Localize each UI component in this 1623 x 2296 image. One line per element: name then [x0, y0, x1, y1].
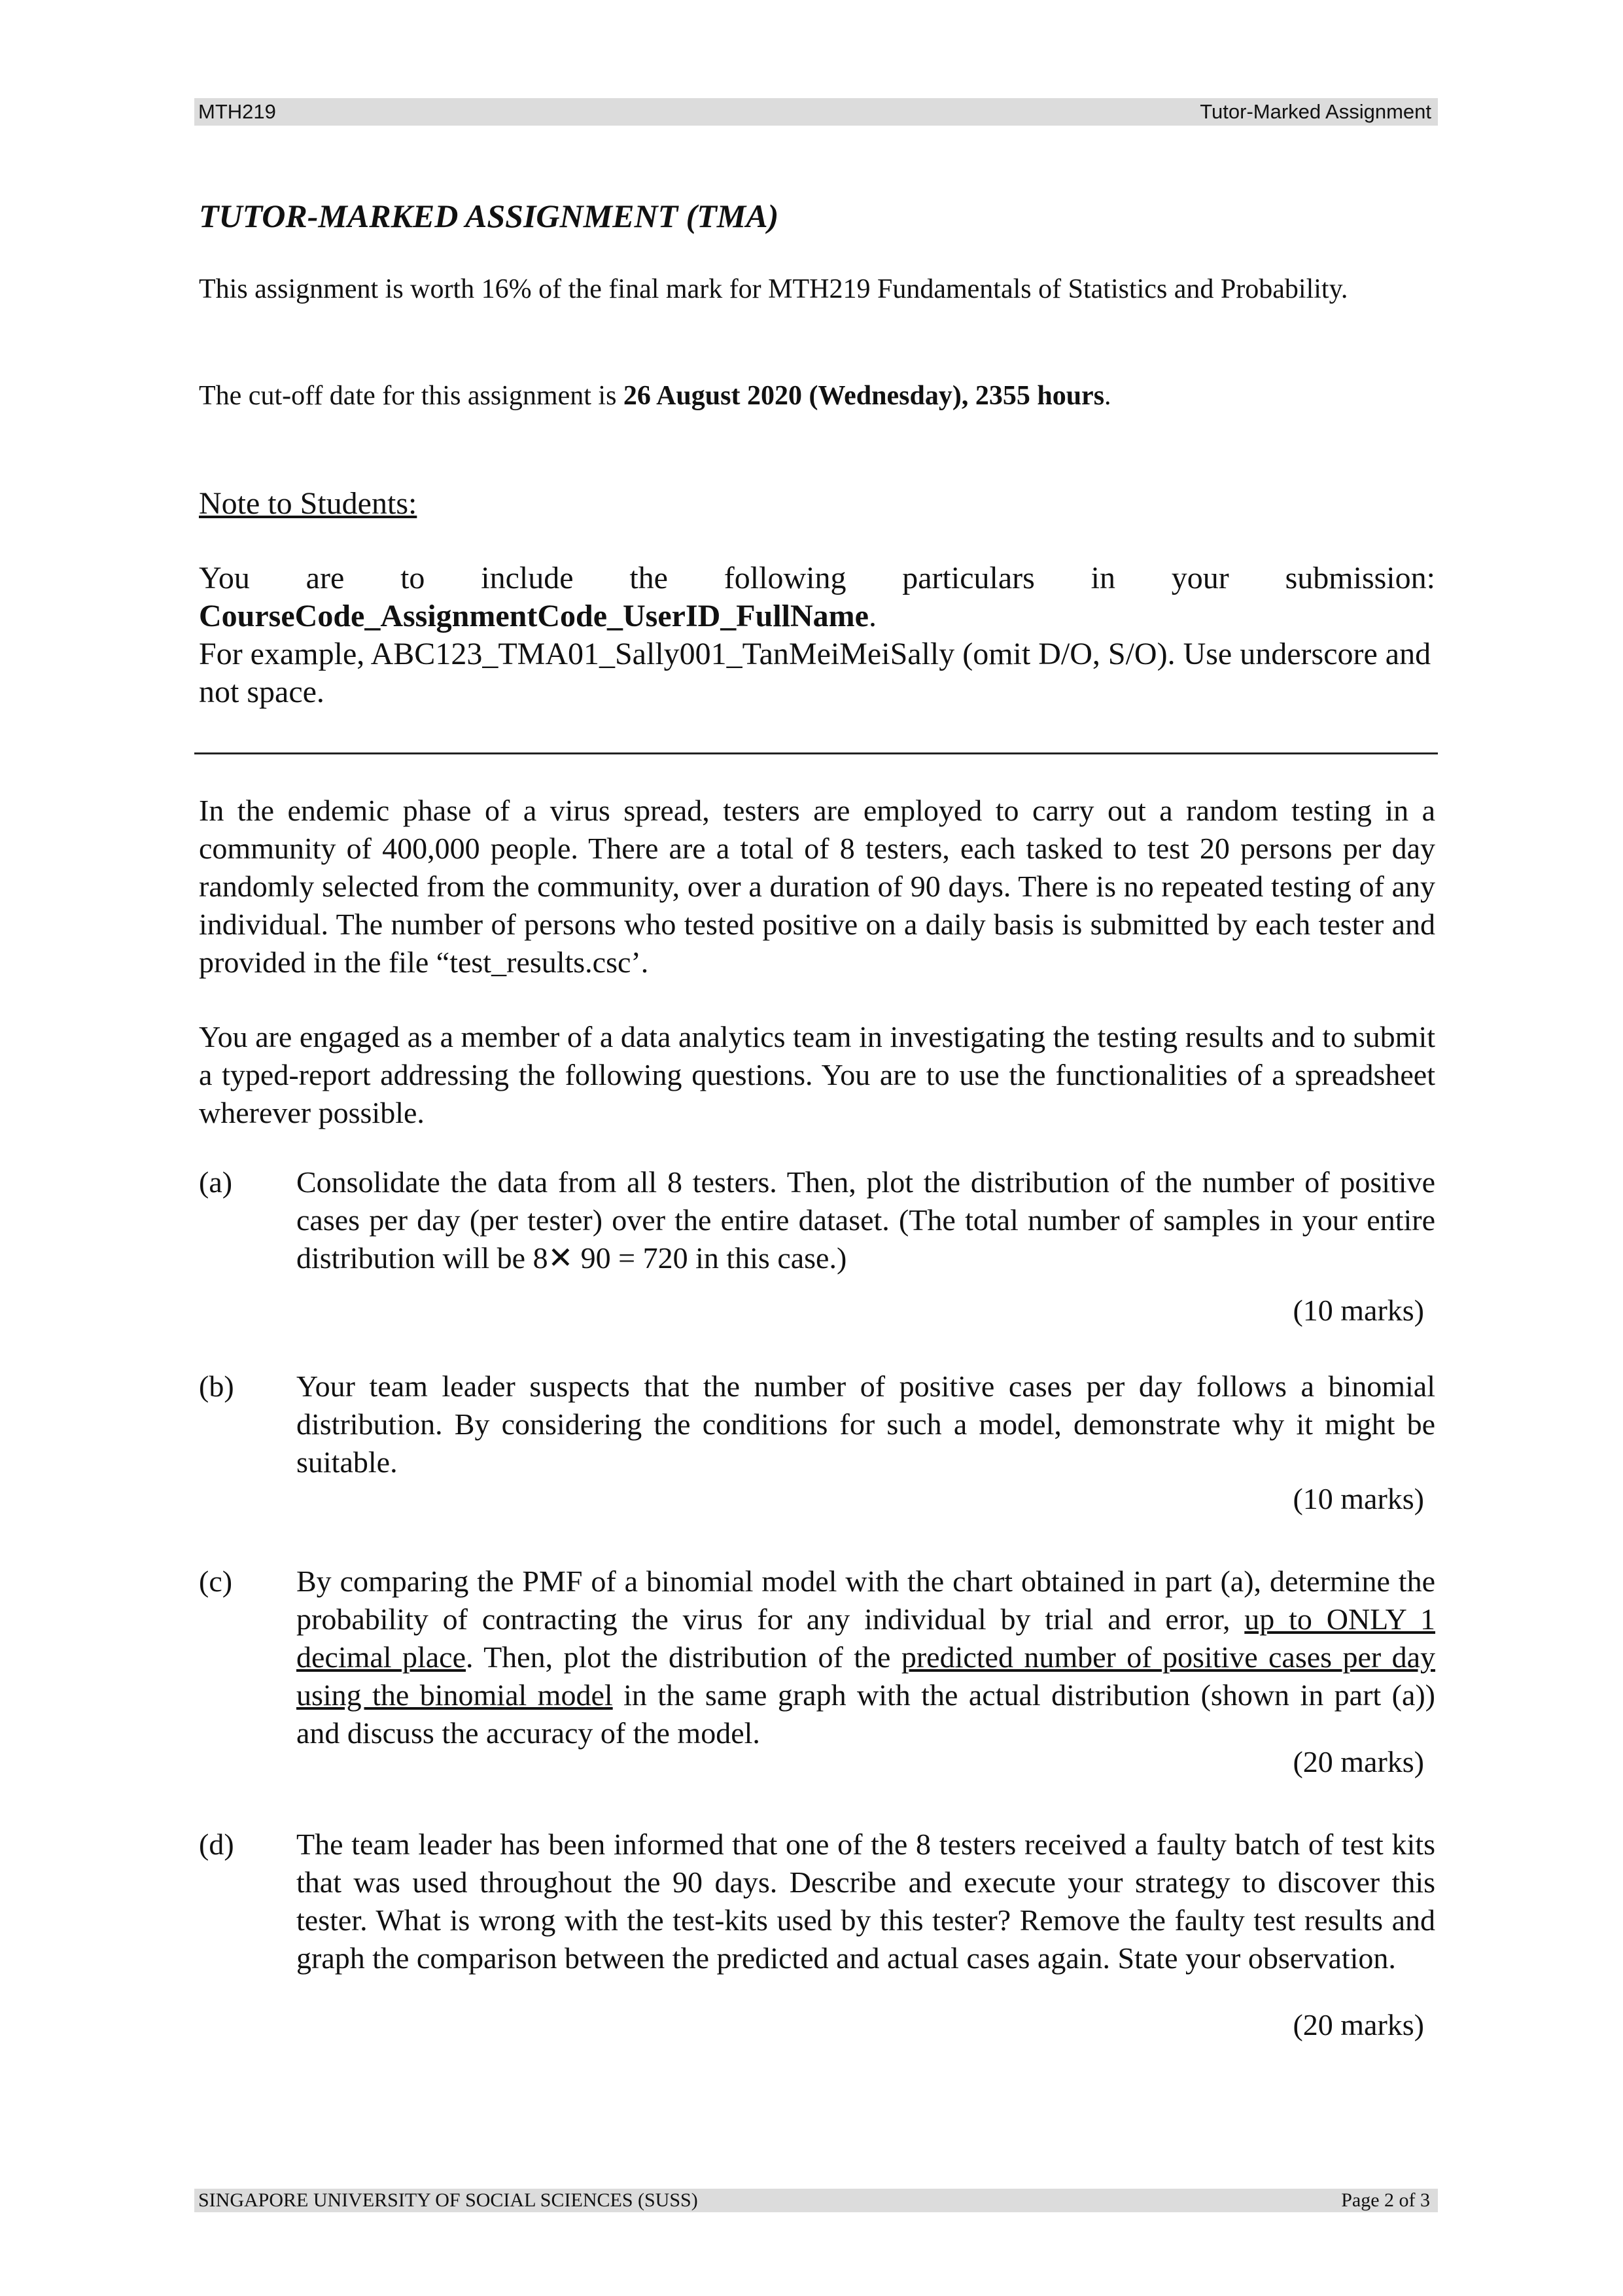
word: submission:: [1285, 561, 1435, 595]
question-d-marks: (20 marks): [1293, 2008, 1424, 2041]
question-d-text: The team leader has been informed that one of the 8 testers received a faulty batch of test kits that was used throughout the 90 days. Describe and execute your strategy to discover this tester. What is wrong with the test-kits used by this tester? Remove the faulty test results and graph the comparison between the predicted and actual cases again. State your observation.: [296, 1828, 1435, 1975]
task-paragraph: You are engaged as a member of a data analytics team in investigating the testing results and to submit a typed-report addressing the following questions. You are to use the functionalities of a spreadsheet wherever possible.: [199, 1020, 1435, 1129]
word: following: [724, 561, 846, 595]
word: are: [305, 561, 345, 595]
format-string: CourseCode_AssignmentCode_UserID_FullName: [199, 599, 869, 633]
question-a-marks: (10 marks): [1293, 1294, 1424, 1327]
cutoff-prefix: The cut-off date for this assignment is: [199, 381, 623, 411]
question-c-text-3: in the same graph with the actual distribution (shown in part (a)) and discuss the accuracy of the model.: [296, 1678, 1435, 1750]
question-a-label: (a): [199, 1165, 233, 1199]
page-footer: [194, 2189, 1438, 2212]
question-c-underline-1: up to ONLY 1 decimal place: [296, 1602, 1435, 1674]
cutoff-suffix: .: [1104, 381, 1111, 411]
filename-format: [199, 597, 1435, 635]
question-b-marks: (10 marks): [1293, 1482, 1424, 1515]
question-c-text-1: By comparing the PMF of a binomial model with the chart obtained in part (a), determine the probability of contracting the virus for any individual by trial and error,: [296, 1564, 1435, 1636]
question-a-text: Consolidate the data from all 8 testers. Then, plot the distribution of the number of positive cases per day (per tester) over the entire dataset. (The total number of samples in your entire distribution will be 8✕ 90 = 720 in this case.): [296, 1165, 1435, 1275]
word: the: [629, 561, 668, 595]
institution-name: SINGAPORE UNIVERSITY OF SOCIAL SCIENCES (SUSS): [198, 2189, 698, 2211]
intro-paragraph: This assignment is worth 16% of the final mark for MTH219 Fundamentals of Statistics and Probability.: [199, 274, 1348, 304]
page-number: Page 2 of 3: [1341, 2189, 1430, 2211]
cutoff-date: 26 August 2020 (Wednesday), 2355 hours: [623, 381, 1105, 411]
page-title: TUTOR-MARKED ASSIGNMENT (TMA): [199, 198, 779, 234]
format-suffix: .: [868, 599, 877, 633]
question-c-text-2: . Then, plot the distribution of the: [466, 1640, 901, 1674]
particulars-line: [199, 559, 1435, 597]
cutoff-paragraph: [199, 378, 1435, 414]
note-heading: Note to Students:: [199, 486, 417, 521]
particulars-block: [199, 559, 1435, 711]
filename-example: For example, ABC123_TMA01_Sally001_TanMeiMeiSally (omit D/O, S/O). Use underscore and not space.: [199, 637, 1431, 709]
word: include: [481, 561, 574, 595]
section-divider: [194, 752, 1438, 754]
word: You: [199, 561, 250, 595]
question-c-underline-2: predicted number of positive cases per day using the binomial model: [296, 1640, 1435, 1712]
word: your: [1171, 561, 1229, 595]
word: particulars: [902, 561, 1035, 595]
header-doc-type: Tutor-Marked Assignment: [1200, 100, 1431, 123]
question-b-label: (b): [199, 1369, 234, 1403]
course-code: MTH219: [198, 100, 276, 123]
question-c-label: (c): [199, 1564, 233, 1598]
question-d-label: (d): [199, 1828, 234, 1861]
question-b-text: Your team leader suspects that the number of positive cases per day follows a binomial distribution. By considering the conditions for such a model, demonstrate why it might be suitable.: [296, 1369, 1435, 1479]
word: to: [400, 561, 425, 595]
word: in: [1091, 561, 1115, 595]
scenario-paragraph: In the endemic phase of a virus spread, testers are employed to carry out a random testing in a community of 400,000 people. There are a total of 8 testers, each tasked to test 20 persons per day randomly selected from the community, over a duration of 90 days. There is no repeated testing of any individual. The number of persons who tested positive on a daily basis is submitted by each tester and provided in the file “test_results.csc’.: [199, 794, 1435, 979]
page-header: [194, 98, 1438, 126]
question-c-marks: (20 marks): [1293, 1745, 1424, 1778]
question-c-text: [296, 1563, 1435, 1752]
